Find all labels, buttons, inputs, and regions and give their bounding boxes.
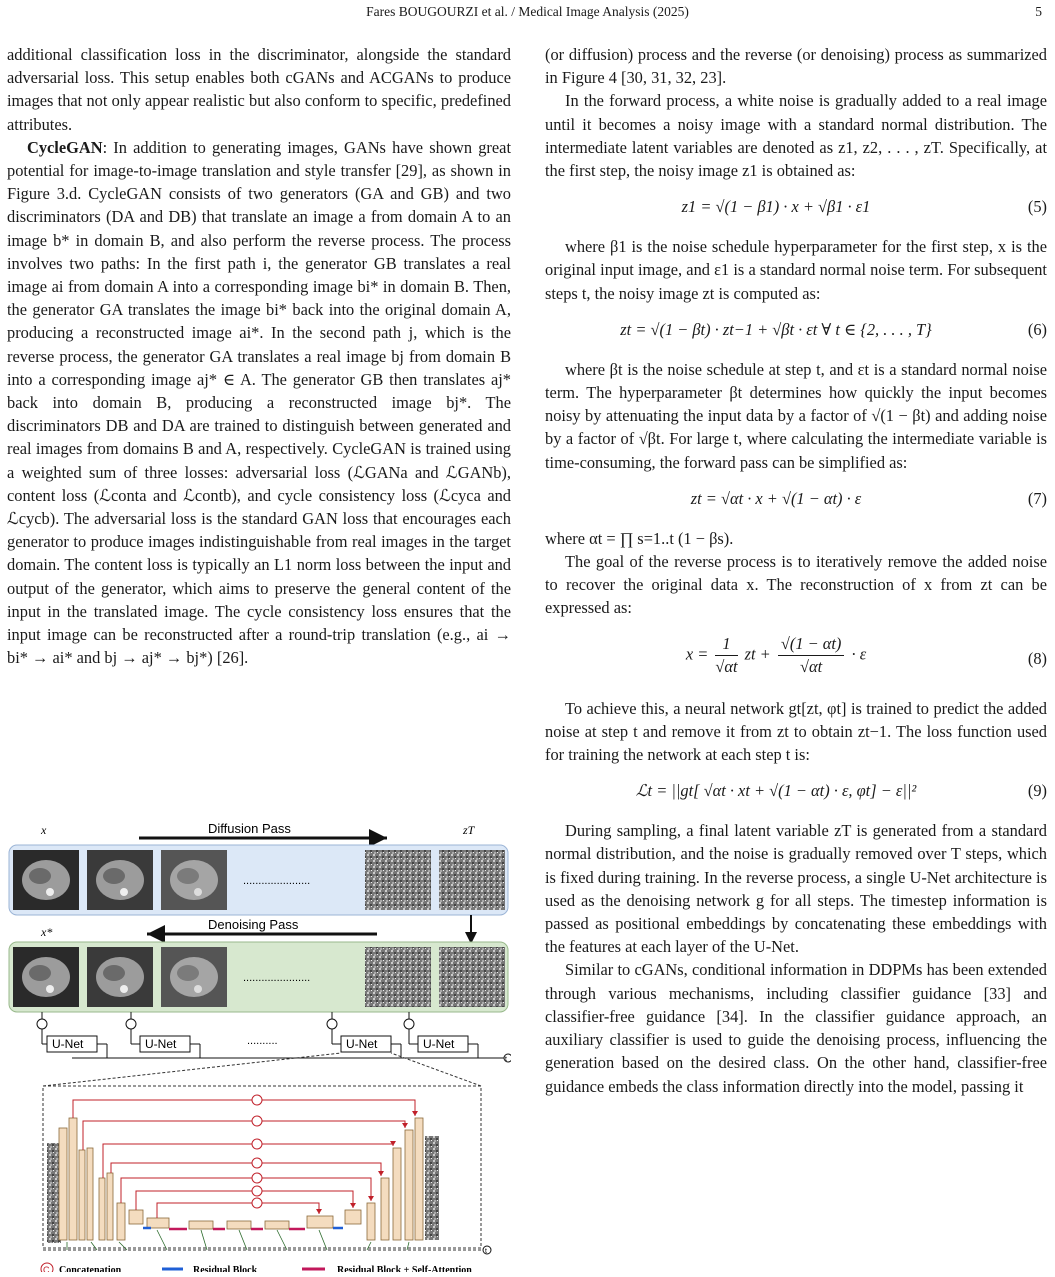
sampling-paragraph: During sampling, a final latent variable zT is generated from a standard normal distribution, and the noise is gradually removed over T steps, which is fixed during training. In the reverse process, a single U-Net architecture is used as the denoising network g for all steps. The timestep information is passed as positional embeddings by concatenating these embeddings with the features at each layer of the U-Net. (545, 821, 1047, 957)
cyclegan-text: : In addition to generating images, GANs have shown great potential for image-to-image translation and style transfer [29], as shown in Figure 3.d. CycleGAN consists of two generators (GA and GB) and two discriminators (DA and DB) that translate an image a from domain A to an image b* in domain B, and also perform the reverse process. The process involves two paths: In the first path i, the generator GB translates a real image ai from domain A into a corresponding image bi* in domain B. Then, the generator GA translates the image bi* back into the original domain A, producing a reconstructed image ai*. In the second path j, which is the reverse process, the generator GA translates a real image bj from domain B into a corresponding image aj* ∈ A. The generator GB then translates aj* back into domain B, producing a reconstructed image bj*. The discriminators DB and DA are trained to distinguish between generated and real images from domains B and A, respectively. CycleGAN is trained using a weighted sum of three losses: adversarial loss (ℒGANa and ℒGANb), content loss (ℒconta and ℒcontb), and cycle consistency loss (ℒcyca and ℒcycb). The adversarial loss is the standard GAN loss that encourages each generator to produce images indistinguishable from real images in the target domain. The content loss is typically an L1 norm loss between the input and output of the generator, which aims to preserve the general content of the input in the translated image. The cycle consistency loss ensures that the input image can be reconstructed after a round-trip translation (e.g., ai → bi* → ai* and bj → aj* → bj*) [26]. (7, 137, 511, 668)
forward-process-paragraph: In the forward process, a white noise is gradually added to a real image until it becomes a noisy image with a standard normal distribution. The intermediate latent variables are denoted as z1, z2, . . . , zT. Specifically, at the first step, the noisy image z1 is obtained as: (545, 91, 1047, 181)
equation-8-fraction-1: $\frac{1}{√\alpha t}$ (715, 633, 738, 676)
equation-8 (545, 633, 1047, 687)
equation-7-body: zt = √αt · x + √(1 − αt) · ε (690, 488, 862, 508)
right-paragraph-7: To achieve this, a neural network gt[zt, φt] is trained to predict the added noise at step t and remove it from zt to obtain zt−1. The loss function used for training the network at each step t is: (545, 698, 1047, 765)
unet-label-3: U-Net (346, 1037, 378, 1051)
running-header (0, 4, 1055, 24)
unet-label-1: U-Net (52, 1037, 84, 1051)
diffusion-pass-label: Diffusion Pass (208, 821, 291, 836)
equation-9-number: (9) (1027, 781, 1047, 801)
denoising-pass-label: Denoising Pass (208, 917, 299, 932)
equation-8-fraction-2: $\frac{√(1 - \alpha t)}{√\alpha t}$ (778, 633, 845, 678)
running-title: Fares BOUGOURZI et al. / Medical Image Analysis (2025) (366, 4, 689, 19)
label-xstar: x* (41, 925, 53, 939)
legend-concat-symbol: C (43, 1265, 50, 1272)
label-zT: zT (463, 823, 475, 837)
equation-6-number: (6) (1027, 319, 1047, 339)
skip-connections (73, 1100, 415, 1218)
alpha-definition: where αt = ∏ s=1..t (1 − βs). (545, 528, 734, 548)
legend-residual-block: Residual Block (193, 1265, 258, 1272)
reverse-process-paragraph: The goal of the reverse process is to iteratively remove the added noise to recover the original data x. The reconstruction of x from zt can be expressed as: (545, 552, 1047, 618)
left-column (7, 43, 511, 669)
right-paragraph-4: where βt is the noise schedule at step t, and εt is a standard normal noise term. The hyperparameter βt determines how quickly the input becomes noisy by attenuating the input data by a factor of √(1 − βt) and adding noise by a factor of √βt. For large t, where calculating the intermediate variable is time-consuming, the forward pass can be simplified as: (545, 359, 1047, 472)
equation-6 (545, 318, 1047, 348)
left-paragraph-1: additional classification loss in the discriminator, alongside the standard adversarial loss. This setup enables both cGANs and ACGANs to produce images that not only appear realistic but also conform to specific, predefined attributes. (7, 45, 511, 134)
concat-icons (252, 1095, 262, 1208)
equation-7-number: (7) (1027, 488, 1047, 508)
right-column (545, 43, 1047, 1098)
denoising-ellipsis: ...................... (243, 972, 311, 984)
legend-concatenation: Concatenation (59, 1265, 122, 1272)
t-label-top: t (505, 1056, 507, 1063)
figure-4-diffusion-diagram (7, 818, 511, 1272)
unet-detail (47, 1118, 439, 1243)
equation-8-lhs: x = (685, 643, 709, 663)
unet-ellipsis: .......... (247, 1035, 278, 1047)
legend-residual-attention: Residual Block + Self-Attention (337, 1265, 472, 1272)
equation-7 (545, 487, 1047, 517)
equation-5-number: (5) (1027, 197, 1047, 217)
equation-5 (545, 195, 1047, 225)
cyclegan-paragraph (7, 136, 511, 670)
equation-6-body: zt = √(1 − βt) · zt−1 + √βt · εt ∀ t ∈ {2, . . . , T} (620, 319, 932, 339)
equation-8-number: (8) (1027, 648, 1047, 668)
unet-label-2: U-Net (145, 1037, 177, 1051)
equation-5-body: z1 = √(1 − β1) · x + √β1 · ε1 (681, 197, 871, 217)
cyclegan-heading: CycleGAN (27, 137, 103, 157)
equation-9 (545, 779, 1047, 809)
right-paragraph-3: where β1 is the noise schedule hyperparameter for the first step, x is the original input image, and ε1 is a standard normal noise term. For subsequent steps t, the noisy image zt is computed as: (545, 237, 1047, 303)
equation-8-rhs: · ε (851, 643, 867, 663)
label-x: x (41, 823, 47, 837)
guidance-paragraph: Similar to cGANs, conditional information in DDPMs has been extended through various mechanisms, including classifier guidance [33] and classifier-free guidance [34]. In the classifier guidance approach, an auxiliary classifier is used to guide the denoising process, influencing the generation based on the desired class. On the other hand, classifier-free guidance embeds the class information directly into the model, passing it (545, 960, 1047, 1096)
equation-8-middle: zt + (744, 643, 771, 663)
unet-label-4: U-Net (423, 1037, 455, 1051)
figure-legend (41, 1263, 472, 1272)
page-number: 5 (1035, 4, 1042, 19)
equation-9-body: ℒt = ||gt[ √αt · xt + √(1 − αt) · ε, φt] − ε||² (635, 781, 917, 801)
diffusion-ellipsis: ...................... (243, 875, 311, 887)
t-label-bottom: t (485, 1248, 487, 1255)
right-paragraph-1: (or diffusion) process and the reverse (or denoising) process as summarized in Figure 4 [30, 31, 32, 23]. (545, 45, 1047, 88)
